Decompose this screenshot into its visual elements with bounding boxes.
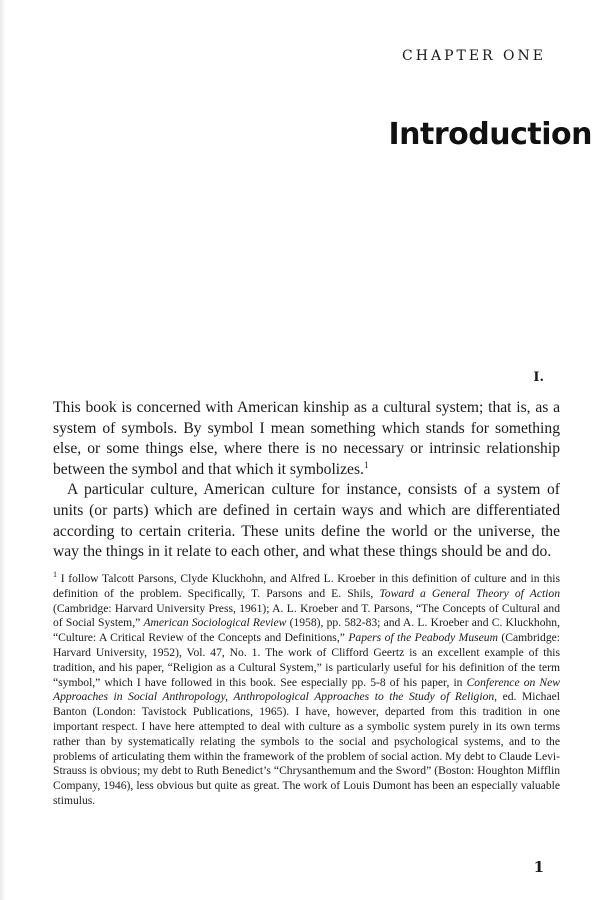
- citation-title: Conference on New Approaches in Social Anthropology, Anthropological Approaches to the Study of Religion,: [53, 675, 561, 704]
- paragraph-1-text: This book is concerned with American kinship as a cultural system; that is, as a system of symbols. By symbol I mean something which stands for something else, or some things else, where there is no necessary or intrinsic relationship between the symbol and that which it symbolizes.: [53, 399, 560, 478]
- citation-title: Toward a General Theory of Action: [379, 586, 560, 600]
- citation-title: Papers of the Peabody Museum: [348, 631, 498, 645]
- footnote-text: (Cambridge: Harvard University Press, 1961); A. L. Kroeber and T. Parsons, “The Concepts of Cultural and of Social System,”: [53, 601, 560, 630]
- chapter-title: Introduction: [388, 117, 592, 152]
- section-number: I.: [533, 370, 544, 385]
- footnote-text: (Cambridge: Harvard University, 1952), Vol. 47, No. 1. The work of Clifford Geertz is an excellent example of this tradition, and his paper, “Religion as a Cultural System,” is particularly useful for his definition of the term “symbol,” which I have followed in this book. See especially pp. 5-8 of his paper, in: [53, 631, 560, 689]
- footnote-mark: 1: [53, 570, 57, 580]
- body-text: [53, 398, 560, 563]
- footnote-text: ed. Michael Banton (London: Tavistock Publications, 1965). I have, however, departed from this tradition in one important respect. I have here attempted to deal with culture as a symbolic system purely in its own terms rather than by systematically relating the symbols to the social and psychological systems, and to the problems of articulating them within the framework of the problem of social action. My debt to Claude Levi-Strauss is obvious; my debt to Ruth Benedict’s “Chrysanthemum and the Sword” (Boston: Houghton Mifflin Company, 1946), less obvious but quite as great. The work of Louis Dumont has been an especially valuable stimulus.: [53, 690, 560, 807]
- chapter-label: CHAPTER ONE: [402, 48, 546, 64]
- citation-title: American Sociological Review: [143, 616, 287, 630]
- footnote-reference[interactable]: 1: [363, 459, 369, 470]
- page-number: 1: [533, 858, 544, 876]
- paragraph-2: A particular culture, American culture for instance, consists of a system of units (or parts) which are defined in certain ways and which are differentiated according to certain criteria. These units define the world or the universe, the way the things in it relate to each other, and what these things should be and do.: [53, 481, 560, 561]
- paragraph-1: [53, 398, 560, 480]
- footnote-text: I follow Talcott Parsons, Clyde Kluckhohn, and Alfred L. Kroeber in this definition of culture and in this definition of the problem. Specifically, T. Parsons and E. Shils,: [53, 572, 560, 600]
- page-edge-shadow: [0, 0, 6, 900]
- footnote-text: (1958), pp. 582-83; and A. L. Kroeber and C. Kluckhohn, “Culture: A Critical Review of the Concepts and Definitions,”: [53, 616, 560, 645]
- footnote-1: [53, 572, 560, 809]
